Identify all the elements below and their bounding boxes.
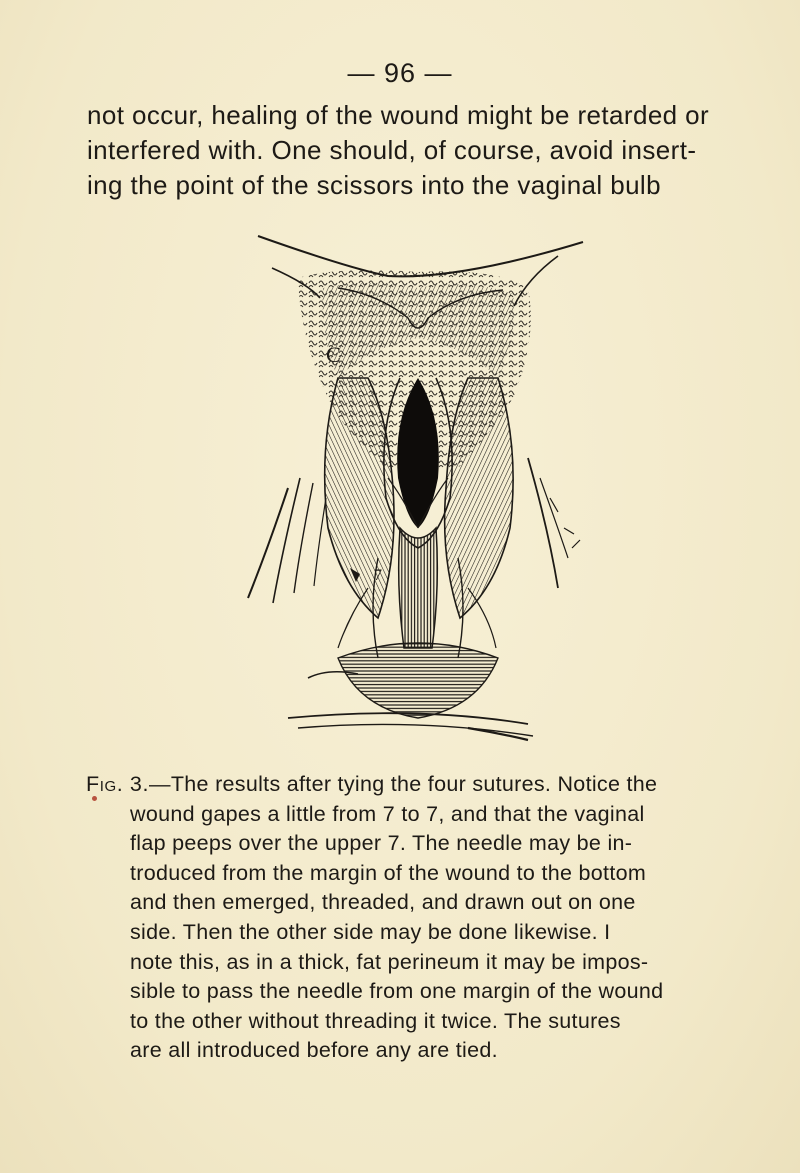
right-fold: [445, 378, 580, 618]
body-line: ing the point of the scissors into the vaginal bulb: [87, 170, 661, 200]
body-line: not occur, healing of the wound might be retarded or: [87, 100, 710, 130]
caption-first-line: [86, 770, 756, 800]
body-line: interfered with. One should, of course, avoid insert-: [87, 135, 697, 165]
caption-line: are all introduced before any are tied.: [130, 1038, 498, 1063]
figure-caption: [86, 770, 756, 1066]
anatomical-illustration: [228, 228, 608, 748]
caption-line: wound gapes a little from 7 to 7, and that the vaginal: [130, 801, 645, 826]
caption-text: —The results after tying the four sutures. Notice the: [149, 772, 658, 796]
caption-line: to the other without threading it twice. The sutures: [130, 1008, 621, 1033]
caption-line: troduced from the margin of the wound to the bottom: [130, 860, 647, 885]
page-number: — 96 —: [347, 58, 453, 88]
figure-number-label: 7: [374, 567, 382, 584]
caption-line: side. Then the other side may be done likewise. I: [130, 919, 611, 944]
caption-line: flap peeps over the upper 7. The needle may be in-: [130, 831, 633, 856]
left-fold: [248, 378, 394, 618]
figure-label: Fig. 3.: [86, 772, 150, 796]
caption-line: note this, as in a thick, fat perineum it may be impos-: [130, 949, 649, 974]
caption-line: sible to pass the needle from one margin of the wound: [130, 979, 664, 1004]
lower-region: [288, 643, 533, 740]
body-paragraph: [87, 98, 747, 203]
caption-line: and then emerged, threaded, and drawn out on one: [130, 890, 636, 915]
figure-letter-label: C: [326, 342, 341, 367]
